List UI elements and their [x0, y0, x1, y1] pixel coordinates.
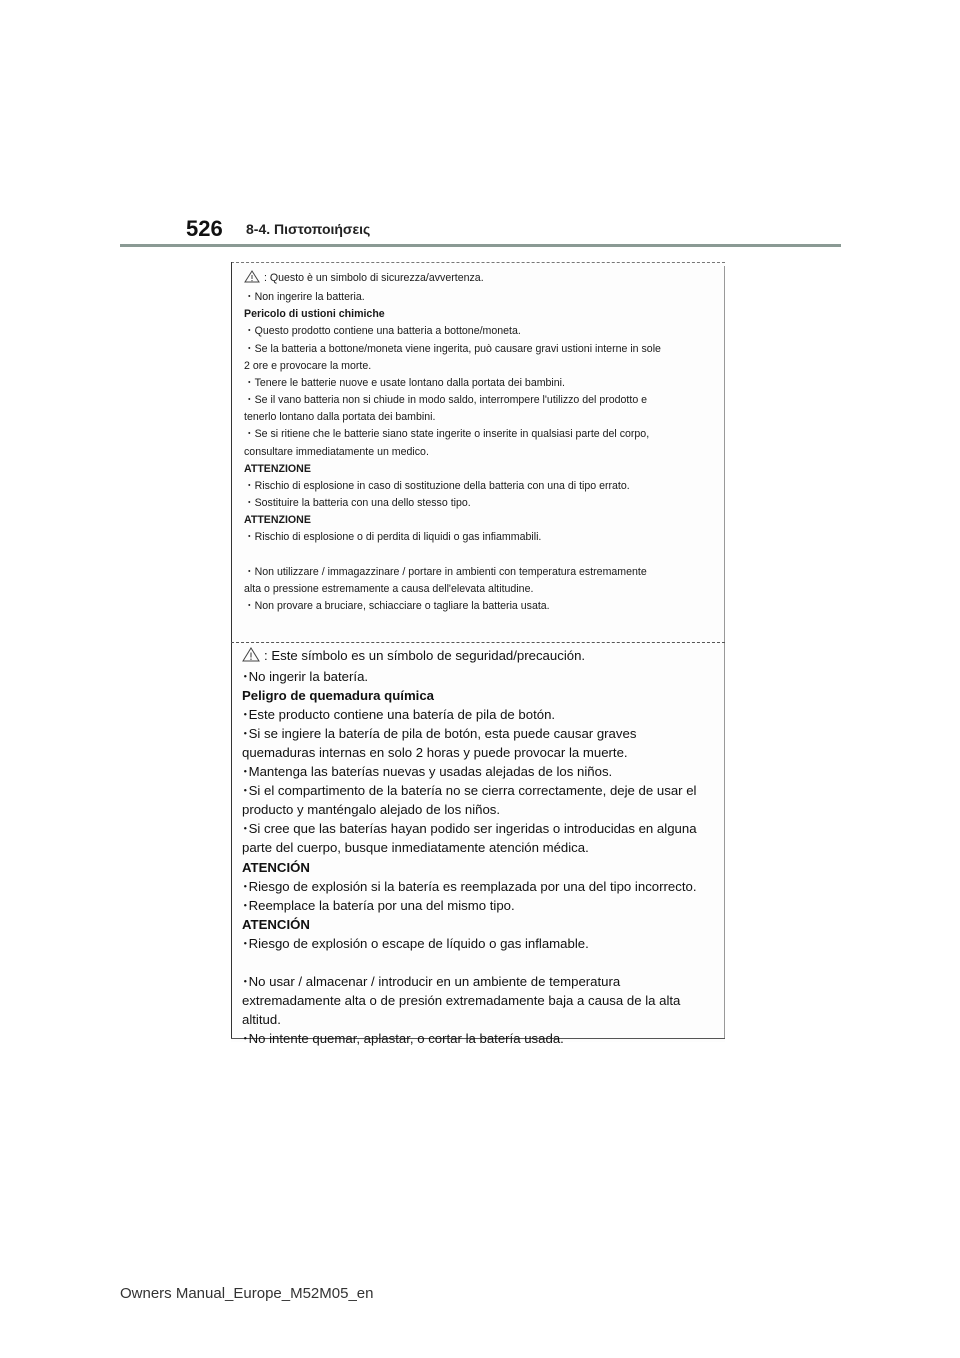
italian-line: ・Se la batteria a bottone/moneta viene ingerita, può causare gravi ustioni interne in sole [244, 342, 661, 355]
certification-label-scan [231, 262, 725, 1046]
italian-line: 2 ore e provocare la morte. [244, 359, 372, 372]
italian-line: ・Se il vano batteria non si chiude in modo saldo, interrompere l'utilizzo del prodotto e [244, 394, 648, 407]
header-rule [120, 244, 841, 247]
spanish-heading: ATENCIÓN [242, 859, 310, 875]
spanish-line: ･Riesgo de explosión o escape de líquido o gas inflamable. [242, 935, 589, 951]
spanish-line: ･Si se ingiere la batería de pila de botón, esta puede causar graves [242, 726, 637, 742]
italian-line: ・Non ingerire la batteria. [244, 291, 365, 304]
spanish-heading: ATENCIÓN [242, 916, 310, 932]
spanish-heading: Peligro de quemadura química [242, 688, 434, 704]
italian-line: ・Tenere le batterie nuove e usate lontano dalla portata dei bambini. [244, 376, 565, 389]
frame-right-border [724, 266, 725, 1038]
language-divider [231, 642, 725, 643]
italian-heading: Pericolo di ustioni chimiche [244, 308, 385, 321]
italian-line: ・Rischio di esplosione in caso di sostituzione della batteria con una di tipo errato. [244, 479, 630, 492]
spanish-line: ･No intente quemar, aplastar, o cortar la batería usada. [242, 1030, 564, 1046]
spanish-line: ･Riesgo de explosión si la batería es reemplazada por una del tipo incorrecto. [242, 878, 697, 894]
italian-line: ・Sostituire la batteria con una dello stesso tipo. [244, 497, 471, 510]
spanish-line: ･No usar / almacenar / introducir en un ambiente de temperatura [242, 973, 621, 989]
spanish-line: quemaduras internas en solo 2 horas y puede provocar la muerte. [242, 745, 628, 761]
italian-line: consultare immediatamente un medico. [244, 445, 429, 458]
frame-left-border [231, 262, 232, 1038]
italian-line: tenerlo lontano dalla portata dei bambini. [244, 411, 436, 424]
italian-heading: ATTENZIONE [244, 514, 311, 527]
italian-warning-text [244, 270, 714, 615]
italian-symbol-note: : Questo è un simbolo di sicurezza/avvertenza. [264, 272, 484, 284]
italian-symbol-line [244, 270, 714, 289]
spanish-line: parte del cuerpo, busque inmediatamente atención médica. [242, 840, 589, 856]
italian-line: ・Non utilizzare / immagazzinare / portare in ambienti con temperatura estremamente [244, 565, 647, 578]
italian-line: ・Questo prodotto contiene una batteria a bottone/moneta. [244, 325, 521, 338]
warning-triangle-icon [242, 647, 260, 667]
spanish-line: ･Reemplace la batería por una del mismo tipo. [242, 897, 515, 913]
frame-top-border [231, 262, 725, 263]
spanish-warning-text [242, 646, 717, 1048]
spanish-line: ･Si cree que las baterías hayan podido ser ingeridas o introducidas en alguna [242, 821, 697, 837]
italian-line: ・Se si ritiene che le batterie siano state ingerite o inserite in qualsiasi parte del corpo, [244, 428, 650, 441]
spanish-line: ･Si el compartimento de la batería no se cierra correctamente, deje de usar el [242, 783, 697, 799]
warning-triangle-icon [244, 270, 260, 289]
spanish-line: ･Este producto contiene una batería de pila de botón. [242, 707, 556, 723]
italian-heading: ATTENZIONE [244, 462, 311, 475]
section-title: 8-4. Πιστοποιήσεις [246, 221, 371, 237]
spanish-line: ･No ingerir la batería. [242, 669, 369, 685]
spanish-symbol-line [242, 646, 717, 667]
footer-text: Owners Manual_Europe_M52M05_en [120, 1285, 374, 1302]
spanish-line: producto y manténgalo alejado de los niños. [242, 802, 501, 818]
spanish-line: ･Mantenga las baterías nuevas y usadas alejadas de los niños. [242, 764, 613, 780]
italian-spacer [244, 547, 714, 564]
spanish-line: altitud. [242, 1011, 281, 1027]
page-number: 526 [186, 216, 223, 241]
italian-line: ・Non provare a bruciare, schiacciare o tagliare la batteria usata. [244, 599, 550, 612]
spanish-symbol-note: : Este símbolo es un símbolo de seguridad/precaución. [264, 648, 586, 663]
italian-line: ・Rischio di esplosione o di perdita di liquidi o gas infiammabili. [244, 531, 542, 544]
spanish-spacer [242, 953, 717, 972]
italian-line: alta o pressione estremamente a causa dell'elevata altitudine. [244, 582, 534, 595]
spanish-line: extremadamente alta o de presión extremadamente baja a causa de la alta [242, 992, 681, 1008]
